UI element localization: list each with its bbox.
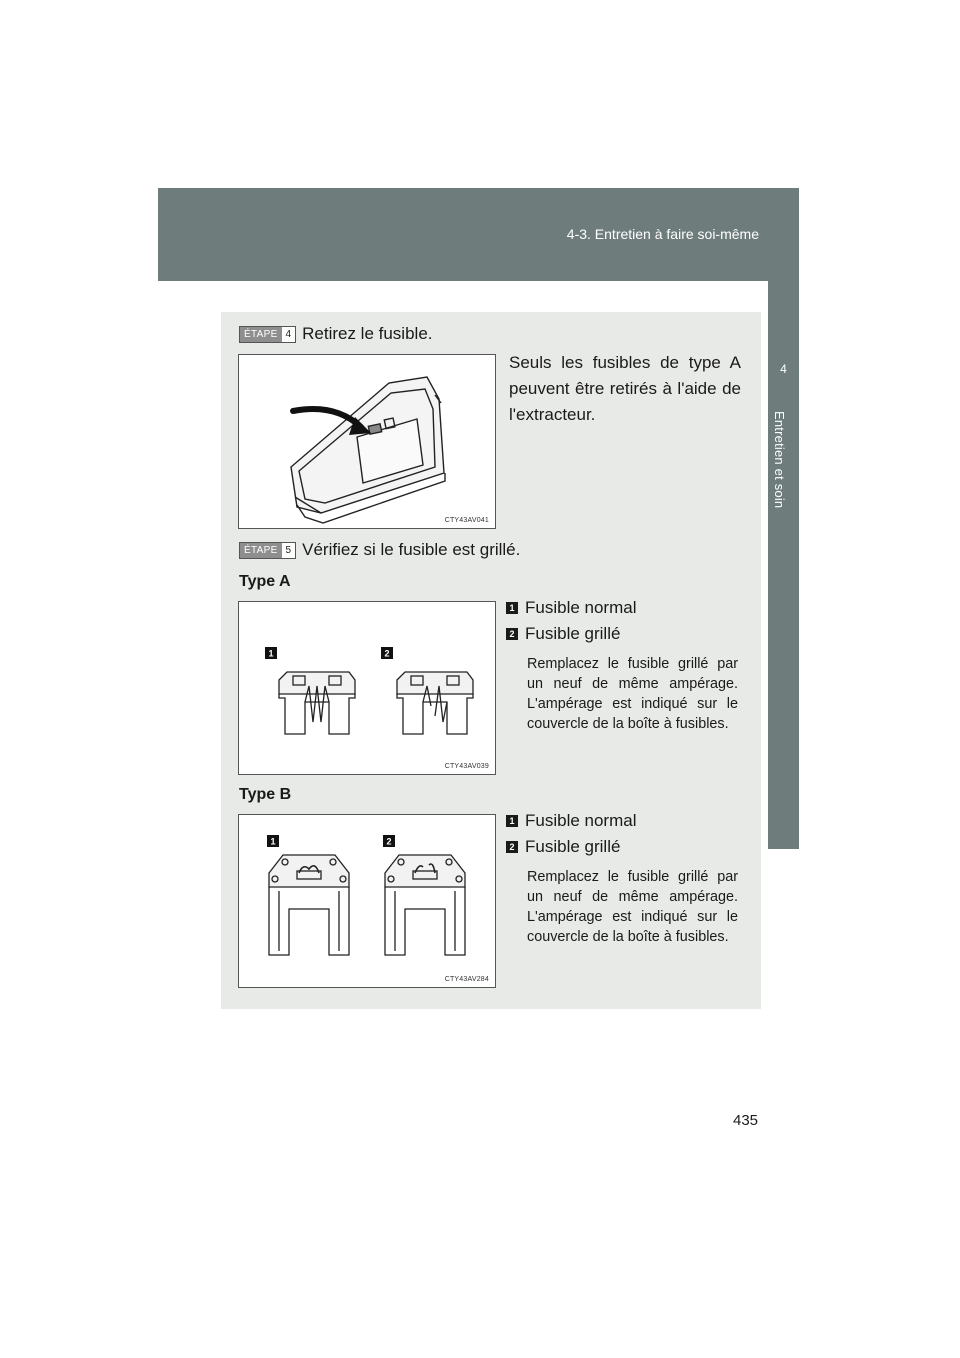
- chapter-tab: [768, 281, 799, 849]
- section-title: 4-3. Entretien à faire soi-même: [566, 226, 759, 242]
- type-b-heading: Type B: [239, 786, 292, 803]
- type-a-heading: Type A: [239, 573, 291, 590]
- fuse-box-illustration: [239, 355, 495, 528]
- figure-code: CTY43AV041: [444, 517, 489, 524]
- step-4-row: [239, 324, 433, 344]
- type-a-figure: [238, 601, 496, 775]
- number-marker-1: 1: [506, 602, 518, 614]
- type-b-item-2: 2 Fusible grillé: [506, 837, 620, 857]
- type-a-item-2: 2 Fusible grillé: [506, 624, 620, 644]
- step-4-badge: ÉTAPE 4: [239, 326, 296, 343]
- step-5-row: [239, 540, 520, 560]
- step-4-text: Retirez le fusible.: [302, 324, 433, 343]
- type-a-label-2: 2: [384, 648, 390, 659]
- content-box: [221, 312, 761, 1009]
- chapter-label: Entretien et soin: [772, 411, 787, 509]
- type-b-label-2: 2: [386, 836, 392, 847]
- figure-code: CTY43AV039: [444, 763, 489, 770]
- type-b-note: Remplacez le fusible grillé par un neuf de même ampérage. L'ampérage est indiqué sur le couvercle de la boîte à fusibles.: [527, 869, 738, 945]
- number-marker-1: 1: [506, 815, 518, 827]
- figure-code: CTY43AV284: [444, 976, 489, 983]
- fuse-box-figure: [238, 354, 496, 529]
- header-band: [158, 188, 799, 281]
- number-marker-2: 2: [506, 841, 518, 853]
- type-a-note: Remplacez le fusible grillé par un neuf de même ampérage. L'ampérage est indiqué sur le couvercle de la boîte à fusibles.: [527, 656, 738, 732]
- type-b-figure: [238, 814, 496, 988]
- chapter-number: 4: [780, 362, 787, 376]
- number-marker-2: 2: [506, 628, 518, 640]
- type-a-item-1: 1 Fusible normal: [506, 598, 637, 618]
- type-b-item-1: 1 Fusible normal: [506, 811, 637, 831]
- type-b-label-1: 1: [270, 836, 276, 847]
- step-5-text: Vérifiez si le fusible est grillé.: [302, 540, 521, 559]
- step-4-paragraph: Seuls les fusibles de type A peuvent être retirés à l'aide de l'extracteur.: [509, 353, 741, 424]
- page-number: 435: [733, 1112, 759, 1129]
- type-a-label-1: 1: [268, 648, 274, 659]
- step-5-badge: ÉTAPE 5: [239, 542, 296, 559]
